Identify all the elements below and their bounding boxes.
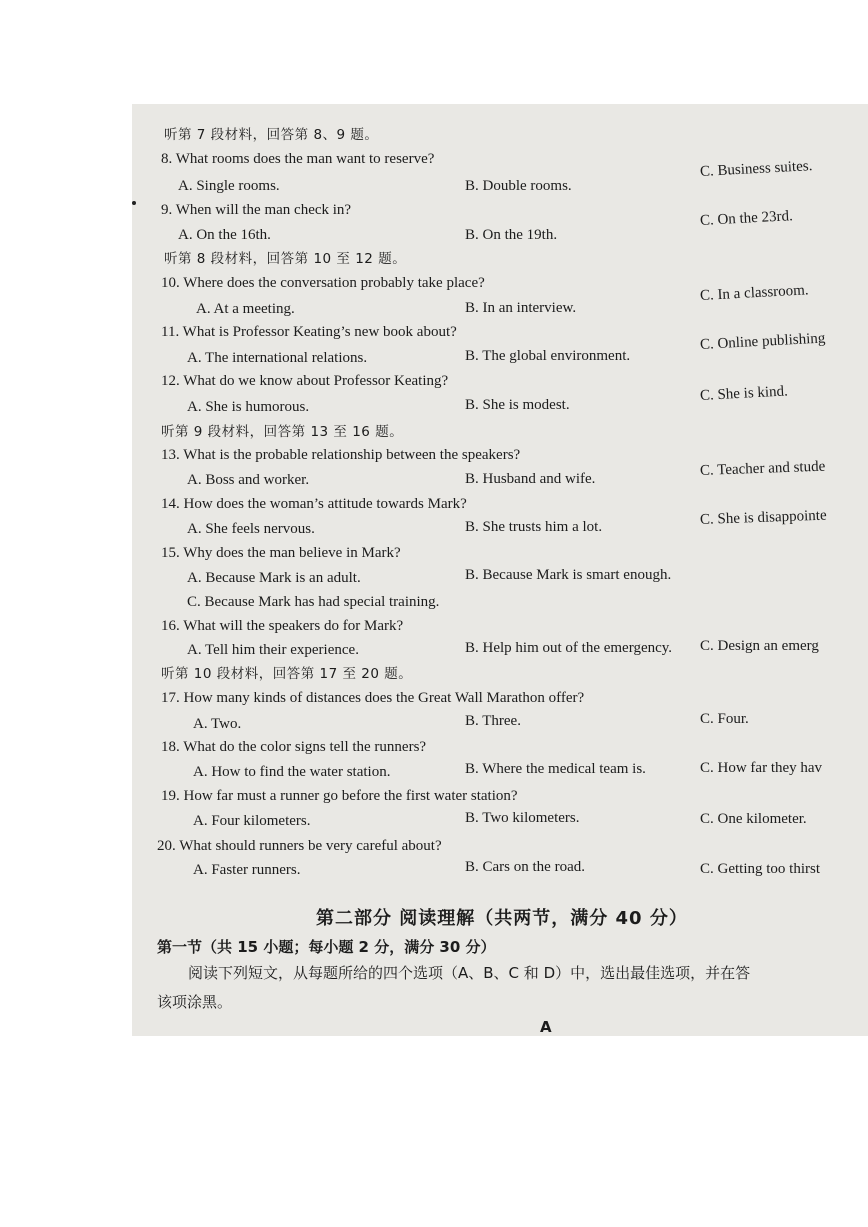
option-b: B. Because Mark is smart enough. — [465, 567, 672, 583]
option-a: A. Faster runners. — [193, 862, 301, 878]
section-heading: 听第 7 段材料，回答第 8、9 题。 — [164, 127, 379, 143]
option-c: C. Getting too thirst — [700, 861, 820, 877]
exam-page — [132, 104, 868, 1036]
question-8: 8. What rooms does the man want to reserve? — [161, 151, 435, 167]
option-b: B. Three. — [465, 713, 521, 729]
question-18: 18. What do the color signs tell the runners? — [161, 739, 427, 755]
option-b: B. The global environment. — [465, 348, 631, 364]
bullet-mark — [132, 201, 136, 205]
option-a: A. Four kilometers. — [193, 813, 311, 829]
option-c: C. How far they hav — [700, 760, 823, 776]
option-b: B. Two kilometers. — [465, 810, 580, 826]
option-c: C. One kilometer. — [700, 811, 807, 827]
option-a: A. She is humorous. — [187, 399, 310, 415]
option-b: B. Cars on the road. — [465, 859, 585, 875]
section-heading: 听第 8 段材料，回答第 10 至 12 题。 — [164, 251, 407, 267]
option-a: A. Tell him their experience. — [187, 642, 359, 658]
option-b: B. She is modest. — [465, 397, 570, 413]
part-title: 第二部分 阅读理解（共两节，满分 40 分） — [316, 908, 688, 929]
option-c: C. On the 23rd. — [699, 208, 794, 229]
section-heading: 听第 9 段材料，回答第 13 至 16 题。 — [161, 424, 404, 440]
question-12: 12. What do we know about Professor Keating? — [161, 373, 449, 389]
passage-label: A — [540, 1018, 552, 1036]
question-15: 15. Why does the man believe in Mark? — [161, 545, 401, 561]
option-b: B. Where the medical team is. — [465, 761, 646, 777]
option-a: A. At a meeting. — [196, 301, 295, 317]
option-a: A. On the 16th. — [178, 227, 271, 243]
option-c: C. In a classroom. — [699, 282, 810, 304]
option-a: A. She feels nervous. — [187, 521, 315, 537]
instruction-text-cont: 该项涂黑。 — [157, 993, 233, 1011]
question-19: 19. How far must a runner go before the first water station? — [161, 788, 518, 804]
option-b: B. Double rooms. — [465, 178, 572, 194]
option-c: C. Teacher and stude — [699, 458, 826, 479]
question-14: 14. How does the woman’s attitude towards Mark? — [161, 496, 467, 512]
question-20: 20. What should runners be very careful about? — [157, 838, 442, 854]
option-a: A. Single rooms. — [178, 178, 280, 194]
question-10: 10. Where does the conversation probably take place? — [161, 275, 485, 291]
option-b: B. On the 19th. — [465, 227, 558, 243]
option-c: C. She is disappointe — [699, 507, 827, 528]
section-title: 第一节（共 15 小题；每小题 2 分，满分 30 分） — [157, 938, 496, 956]
option-b: B. She trusts him a lot. — [465, 519, 603, 535]
option-a: A. Boss and worker. — [187, 472, 310, 488]
option-c: C. Because Mark has had special training. — [187, 594, 440, 610]
option-c: C. She is kind. — [699, 383, 789, 404]
question-11: 11. What is Professor Keating’s new book about? — [161, 324, 457, 340]
option-c: C. Four. — [700, 711, 749, 727]
option-c: C. Online publishing — [699, 330, 826, 353]
option-b: B. Help him out of the emergency. — [465, 640, 673, 656]
option-c: C. Design an emerg — [700, 638, 819, 654]
section-heading: 听第 10 段材料，回答第 17 至 20 题。 — [161, 666, 413, 682]
instruction-text: 阅读下列短文，从每题所给的四个选项（A、B、C 和 D）中，选出最佳选项，并在答 — [188, 964, 751, 982]
question-13: 13. What is the probable relationship between the speakers? — [161, 447, 521, 463]
option-b: B. Husband and wife. — [465, 471, 596, 487]
option-a: A. Two. — [193, 716, 242, 732]
option-a: A. Because Mark is an adult. — [187, 570, 361, 586]
option-a: A. How to find the water station. — [193, 764, 391, 780]
option-b: B. In an interview. — [465, 300, 577, 316]
option-c: C. Business suites. — [699, 158, 813, 180]
question-9: 9. When will the man check in? — [161, 202, 352, 218]
question-16: 16. What will the speakers do for Mark? — [161, 618, 404, 634]
question-17: 17. How many kinds of distances does the Great Wall Marathon offer? — [161, 690, 585, 706]
option-a: A. The international relations. — [187, 350, 368, 366]
